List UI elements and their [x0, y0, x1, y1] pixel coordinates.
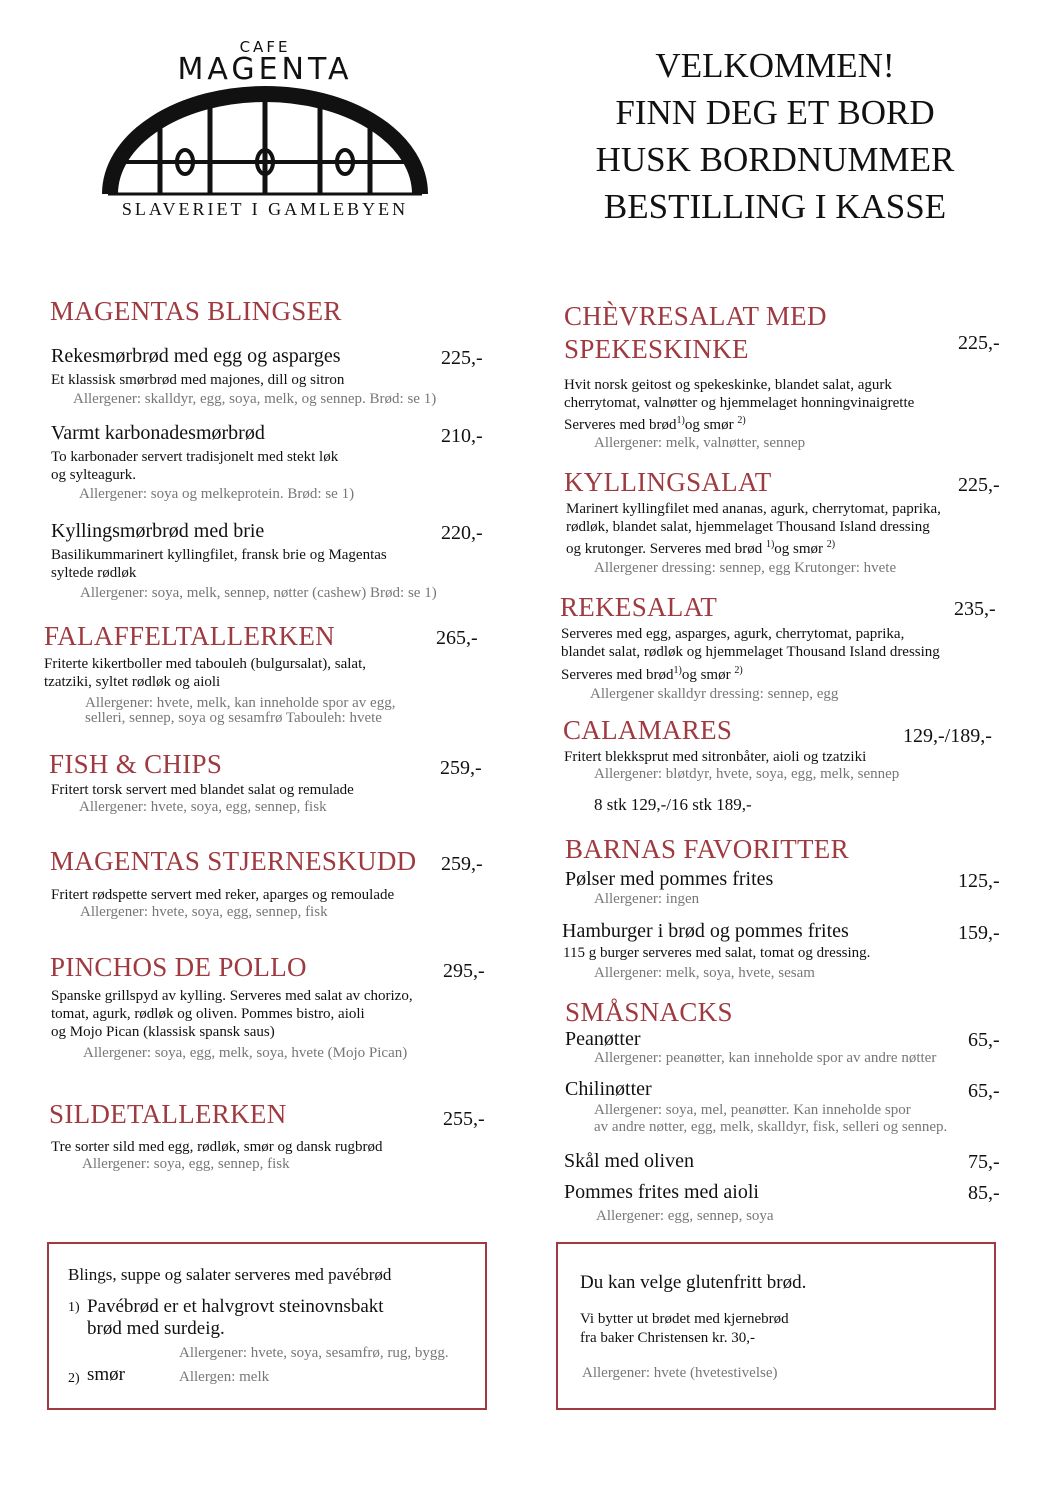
item-desc: rødløk, blandet salat, hjemmelaget Thousand Island dressing	[566, 519, 930, 535]
item-name: Rekesmørbrød med egg og asparges	[51, 345, 341, 367]
item-price: 210,-	[441, 425, 483, 447]
box-allergens: Allergener: hvete, soya, sesamfrø, rug, bygg.	[179, 1345, 449, 1361]
item-desc: Tre sorter sild med egg, rødløk, smør og dansk rugbrød	[51, 1139, 383, 1155]
item-name: Pølser med pommes frites	[565, 868, 774, 890]
item-price: 225,-	[958, 332, 1000, 354]
item-desc: tzatziki, syltet rødløk og aioli	[44, 674, 221, 690]
item-price: 225,-	[958, 474, 1000, 496]
item-name: Pommes frites med aioli	[564, 1181, 759, 1203]
gluten-line: fra baker Christensen kr. 30,-	[580, 1330, 755, 1346]
section-title-snacks: SMÅSNACKS	[565, 997, 733, 1027]
item-desc: og sylteagurk.	[51, 467, 136, 483]
item-price: 159,-	[958, 922, 1000, 944]
item-desc: Fritert rødspette servert med reker, aparges og remoulade	[51, 887, 395, 903]
item-allergens: Allergener: melk, valnøtter, sennep	[594, 435, 806, 451]
item-price: 255,-	[443, 1108, 485, 1130]
item-desc: Spanske grillspyd av kylling. Serveres med salat av chorizo,	[51, 988, 413, 1004]
item-allergens: Allergener: soya, melk, sennep, nøtter (cashew) Brød: se 1)	[80, 585, 437, 601]
item-allergens: Allergener: hvete, soya, egg, sennep, fisk	[80, 904, 328, 920]
section-title-rekesalat: REKESALAT	[560, 592, 718, 622]
item-desc: og krutonger. Serveres med brød $^{1)}$og smør $^{2)}$	[566, 539, 836, 557]
section-title-fish: FISH & CHIPS	[49, 749, 223, 779]
item-allergens: Allergener: peanøtter, kan inneholde spor av andre nøtter	[594, 1050, 937, 1066]
item-name: Varmt karbonadesmørbrød	[51, 422, 265, 444]
item-price: 85,-	[968, 1182, 1000, 1204]
gluten-line: Vi bytter ut brødet med kjernebrød	[580, 1311, 789, 1327]
item-desc: cherrytomat, valnøtter og hjemmelaget honningvinaigrette	[564, 395, 915, 411]
item-desc: Serveres med brød$^{1)}$og smør $^{2)}$	[564, 415, 746, 433]
item-allergens: Allergener dressing: sennep, egg Krutonger: hvete	[594, 560, 897, 576]
section-title-kyllingsalat: KYLLINGSALAT	[564, 467, 772, 497]
section-title-barn: BARNAS FAVORITTER	[565, 834, 849, 864]
item-name: Peanøtter	[565, 1028, 641, 1050]
item-price: 265,-	[436, 627, 478, 649]
item-desc: Fritert torsk servert med blandet salat og remulade	[51, 782, 354, 798]
item-allergens: Allergener: soya, mel, peanøtter. Kan inneholde spor	[594, 1102, 911, 1118]
welcome-block	[560, 42, 990, 230]
item-price: 259,-	[441, 853, 483, 875]
item-allergens: Allergener: skalldyr, egg, soya, melk, og sennep. Brød: se 1)	[73, 391, 437, 407]
cafe-logo	[100, 38, 430, 223]
item-desc: To karbonader servert tradisjonelt med stekt løk	[51, 449, 339, 465]
section-title-stjerneskudd: MAGENTAS STJERNESKUDD	[50, 846, 417, 876]
item-allergens: Allergener: soya, egg, sennep, fisk	[82, 1156, 290, 1172]
item-price: 259,-	[440, 757, 482, 779]
item-price: 65,-	[968, 1080, 1000, 1102]
item-name: Hamburger i brød og pommes frites	[562, 920, 849, 942]
item-allergens: Allergener: bløtdyr, hvete, soya, egg, melk, sennep	[594, 766, 900, 782]
item-desc: Serveres med brød$^{1)}$og smør $^{2)}$	[561, 665, 743, 683]
section-title-pinchos: PINCHOS DE POLLO	[50, 952, 307, 982]
item-allergens: Allergener: soya, egg, melk, soya, hvete (Mojo Pican)	[83, 1045, 408, 1061]
item-allergens: Allergener: melk, soya, hvete, sesam	[594, 965, 815, 981]
item-desc: Marinert kyllingfilet med ananas, agurk, cherrytomat, paprika,	[566, 501, 941, 517]
box-allergens: Allergen: melk	[179, 1369, 270, 1385]
item-desc: Et klassisk smørbrød med majones, dill og sitron	[51, 372, 345, 388]
item-name: Skål med oliven	[564, 1150, 694, 1172]
logo-subtitle: SLAVERIET I GAMLEBYEN	[121, 199, 409, 219]
item-desc: blandet salat, rødløk og hjemmelaget Thousand Island dressing	[561, 644, 940, 660]
item-desc: Fritert blekksprut med sitronbåter, aioli og tzatziki	[564, 749, 867, 765]
item-desc: Serveres med egg, asparges, agurk, cherrytomat, paprika,	[561, 626, 905, 642]
item-allergens: selleri, sennep, soya og sesamfrø Tabouleh: hvete	[85, 710, 382, 726]
item-price: 65,-	[968, 1029, 1000, 1051]
logo-cafe-text: CAFE	[239, 38, 291, 56]
section-title-chevre-2: SPEKESKINKE	[564, 334, 749, 364]
item-desc: Hvit norsk geitost og spekeskinke, blandet salat, agurk	[564, 377, 892, 393]
section-title-sild: SILDETALLERKEN	[49, 1099, 287, 1129]
item-allergens: Allergener: hvete, soya, egg, sennep, fisk	[79, 799, 327, 815]
item-allergens: Allergener: egg, sennep, soya	[596, 1208, 774, 1224]
welcome-line: HUSK BORDNUMMER	[595, 140, 955, 179]
bread-info-box	[47, 1242, 487, 1410]
item-price: 129,-/189,-	[903, 725, 992, 747]
item-price: 235,-	[954, 598, 996, 620]
item-price: 220,-	[441, 522, 483, 544]
item-price: 225,-	[441, 347, 483, 369]
item-desc: 115 g burger serveres med salat, tomat og dressing.	[563, 945, 871, 961]
calamares-note: 8 stk 129,-/16 stk 189,-	[594, 795, 752, 814]
gluten-free-box	[556, 1242, 996, 1410]
item-price: 125,-	[958, 870, 1000, 892]
welcome-line: VELKOMMEN!	[655, 46, 895, 85]
box-title: Blings, suppe og salater serveres med pavébrød	[68, 1265, 392, 1284]
welcome-line: BESTILLING I KASSE	[603, 187, 947, 226]
item-desc: og Mojo Pican (klassisk spansk saus)	[51, 1024, 275, 1040]
item-allergens: Allergener: ingen	[594, 891, 700, 907]
item-desc: tomat, agurk, rødløk og oliven. Pommes bistro, aioli	[51, 1006, 365, 1022]
footnote-number: 2)	[68, 1371, 80, 1386]
bread-line: Pavébrød er et halvgrovt steinovnsbakt	[87, 1296, 384, 1317]
item-desc: syltede rødløk	[51, 565, 137, 581]
item-desc: Friterte kikertboller med tabouleh (bulgursalat), salat,	[44, 656, 366, 672]
item-price: 75,-	[968, 1151, 1000, 1173]
footnote-number: 1)	[68, 1300, 80, 1315]
box-title: Du kan velge glutenfritt brød.	[580, 1272, 807, 1293]
section-title-calamares: CALAMARES	[563, 715, 733, 745]
item-name: Chilinøtter	[565, 1078, 652, 1100]
item-allergens: av andre nøtter, egg, melk, skalldyr, fisk, selleri og sennep.	[594, 1119, 948, 1135]
item-name: Kyllingsmørbrød med brie	[51, 520, 265, 542]
item-allergens: Allergener: soya og melkeprotein. Brød: se 1)	[79, 486, 355, 502]
item-desc: Basilikummarinert kyllingfilet, fransk brie og Magentas	[51, 547, 387, 563]
logo-name: MAGENTA	[177, 52, 353, 87]
item-allergens: Allergener skalldyr dressing: sennep, egg	[590, 686, 839, 702]
box-allergens: Allergener: hvete (hvetestivelse)	[582, 1365, 778, 1381]
item-price: 295,-	[443, 960, 485, 982]
section-title-falaffel: FALAFFELTALLERKEN	[44, 621, 335, 651]
section-title-blingser: MAGENTAS BLINGSER	[50, 296, 342, 326]
bread-line: brød med surdeig.	[87, 1318, 225, 1339]
logo-arch-icon	[100, 86, 430, 198]
butter-label: smør	[87, 1364, 125, 1385]
section-title-chevre: CHÈVRESALAT MED	[564, 301, 827, 331]
welcome-line: FINN DEG ET BORD	[615, 93, 935, 132]
item-allergens: Allergener: hvete, melk, kan inneholde spor av egg,	[85, 695, 396, 711]
